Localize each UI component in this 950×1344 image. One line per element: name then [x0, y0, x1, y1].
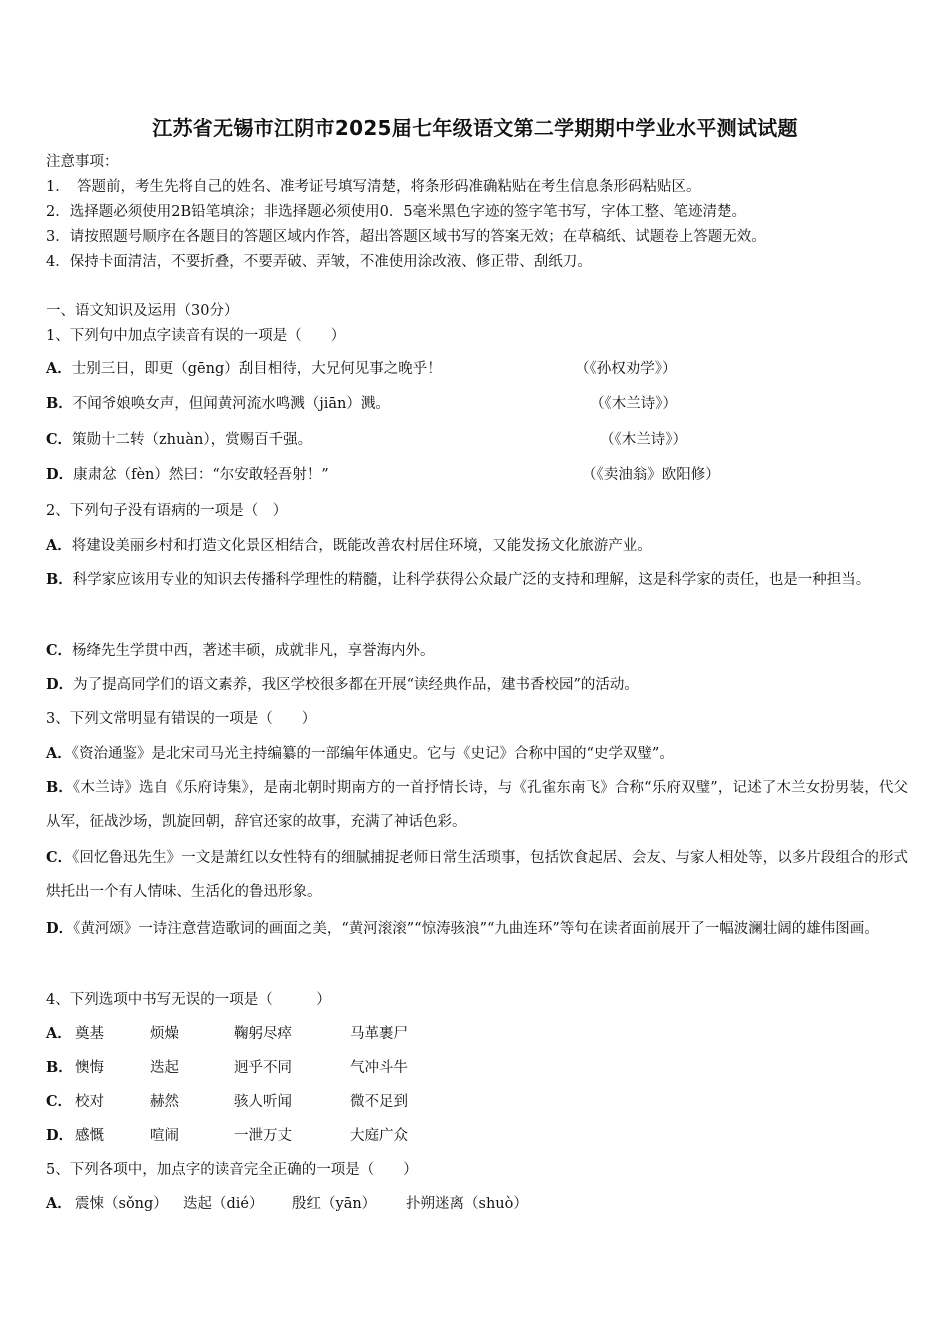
option-label: B． [46, 571, 73, 588]
word-choice: 感慨 [75, 1128, 104, 1144]
word-choice: 懊悔 [75, 1060, 104, 1076]
notice-item: 1． 答题前，考生先将自己的姓名、准考证号填写清楚，将条形码准确粘贴在考生信息条形码粘贴区。 [46, 179, 701, 195]
option-label: B． [46, 1059, 73, 1076]
word-choice: 马革裹尸 [350, 1026, 408, 1042]
word-choice: 微不足到 [350, 1094, 408, 1110]
word-choice: 气冲斗牛 [350, 1060, 408, 1076]
question-2-stem: 2、下列句子没有语病的一项是（ ） [46, 503, 288, 519]
question-3-option-a [46, 744, 674, 764]
option-source: （《孙权劝学》） [575, 361, 677, 377]
question-1-option-a [46, 359, 442, 379]
option-label: A． [46, 1195, 72, 1212]
word-choice: 迥乎不同 [234, 1060, 292, 1076]
word-choice: 迭起（dié） [183, 1196, 264, 1212]
word-choice: 校对 [75, 1094, 104, 1110]
option-text: 《木兰诗》选自《乐府诗集》，是南北朝时期南方的一首抒情长诗，与《孔雀东南飞》合称“乐府双璧”，记述了木兰女扮男装，代父从军，征战沙场，凯旋回朝，辞官还家的故事，充满了神话色彩。 [46, 780, 908, 830]
word-choice: 赫然 [150, 1094, 179, 1110]
option-label: A． [46, 1025, 72, 1042]
question-3-option-c [46, 841, 908, 909]
notice-item: 4．保持卡面清洁，不要折叠，不要弄破、弄皱，不准使用涂改液、修正带、刮纸刀。 [46, 254, 592, 270]
question-1-option-c [46, 430, 312, 450]
question-1-stem: 1、下列句中加点字读音有误的一项是（ ） [46, 328, 346, 344]
word-choice: 鞠躬尽瘁 [234, 1026, 292, 1042]
page-title: 江苏省无锡市江阴市2025届七年级语文第二学期期中学业水平测试试题 [152, 116, 798, 140]
option-text: 《黄河颂》一诗注意营造歌词的画面之美，“黄河滚滚”“惊涛骇浪”“九曲连环”等句在读者面前展开了一幅波澜壮阔的雄伟图画。 [73, 921, 879, 937]
notice-heading: 注意事项： [46, 154, 119, 170]
option-text: 不闻爷娘唤女声，但闻黄河流水鸣溅（jiān）溅。 [72, 396, 390, 412]
question-3-stem: 3、下列文常明显有错误的一项是（ ） [46, 711, 317, 727]
option-label: A． [46, 537, 72, 554]
section-heading: 一、语文知识及运用（30分） [46, 303, 239, 319]
word-choice: 烦燥 [150, 1026, 179, 1042]
option-label: A． [46, 745, 72, 762]
option-source: （《卖油翁》欧阳修） [582, 467, 720, 483]
question-2-option-b [46, 563, 908, 597]
option-label: D． [46, 1127, 74, 1144]
option-text: 康肃忿（fèn）然曰：“尔安敢轻吾射！” [73, 467, 329, 483]
word-choice: 骇人听闻 [234, 1094, 292, 1110]
word-choice: 扑朔迷离（shuò） [406, 1196, 528, 1212]
question-2-option-c [46, 641, 435, 661]
question-5-stem: 5、下列各项中，加点字的读音完全正确的一项是（ ） [46, 1162, 418, 1178]
option-text: 将建设美丽乡村和打造文化景区相结合，既能改善农村居住环境，又能发扬文化旅游产业。 [71, 538, 652, 554]
word-choice: 震悚（sǒng） [75, 1196, 168, 1212]
word-choice: 迭起 [150, 1060, 179, 1076]
option-text: 《回忆鲁迅先生》一文是萧红以女性特有的细腻捕捉老师日常生活琐事，包括饮食起居、会友、与家人相处等，以多片段组合的形式烘托出一个有人情味、生活化的鲁迅形象。 [46, 850, 908, 900]
question-1-option-d [46, 465, 329, 485]
question-2-option-a [46, 536, 652, 556]
question-3-option-d [46, 912, 908, 946]
option-label: D． [46, 466, 74, 483]
option-text: 士别三日，即更（gēng）刮目相待，大兄何见事之晚乎！ [71, 361, 442, 377]
option-source: （《木兰诗》） [590, 396, 677, 412]
option-label: D． [46, 676, 74, 693]
option-text: 策勋十二转（zhuàn），赏赐百千强。 [72, 432, 313, 448]
option-label: D． [46, 920, 74, 937]
option-label: B． [46, 779, 74, 796]
notice-item: 2．选择题必须使用2B铅笔填涂；非选择题必须使用0．5毫米黑色字迹的签字笔书写，字体工整、笔迹清楚。 [46, 204, 747, 220]
word-choice: 大庭广众 [350, 1128, 408, 1144]
question-2-option-d [46, 675, 639, 695]
option-text: 为了提高同学们的语文素养，我区学校很多都在开展“读经典作品，建书香校园”的活动。 [73, 677, 639, 693]
option-label: C． [46, 849, 73, 866]
word-choice: 奠基 [75, 1026, 104, 1042]
notice-item: 3．请按照题号顺序在各题目的答题区域内作答，超出答题区域书写的答案无效；在草稿纸、试题卷上答题无效。 [46, 229, 766, 245]
option-label: C． [46, 642, 73, 659]
question-1-option-b [46, 394, 390, 414]
option-text: 杨绛先生学贯中西，著述丰硕，成就非凡，享誉海内外。 [72, 643, 435, 659]
option-label: C． [46, 1093, 73, 1110]
option-source: （《木兰诗》） [600, 432, 687, 448]
option-text: 《资治通鉴》是北宋司马光主持编纂的一部编年体通史。它与《史记》合称中国的“史学双璧”。 [71, 746, 674, 762]
option-text: 科学家应该用专业的知识去传播科学理性的精髓，让科学获得公众最广泛的支持和理解，这是科学家的责任，也是一种担当。 [72, 572, 871, 588]
question-4-stem: 4、下列选项中书写无误的一项是（ ） [46, 992, 331, 1008]
word-choice: 一泄万丈 [234, 1128, 292, 1144]
word-choice: 殷红（yān） [292, 1196, 377, 1212]
option-label: A． [46, 360, 72, 377]
question-3-option-b [46, 771, 908, 839]
option-label: B． [46, 395, 73, 412]
option-label: C． [46, 431, 73, 448]
word-choice: 喧闹 [150, 1128, 179, 1144]
